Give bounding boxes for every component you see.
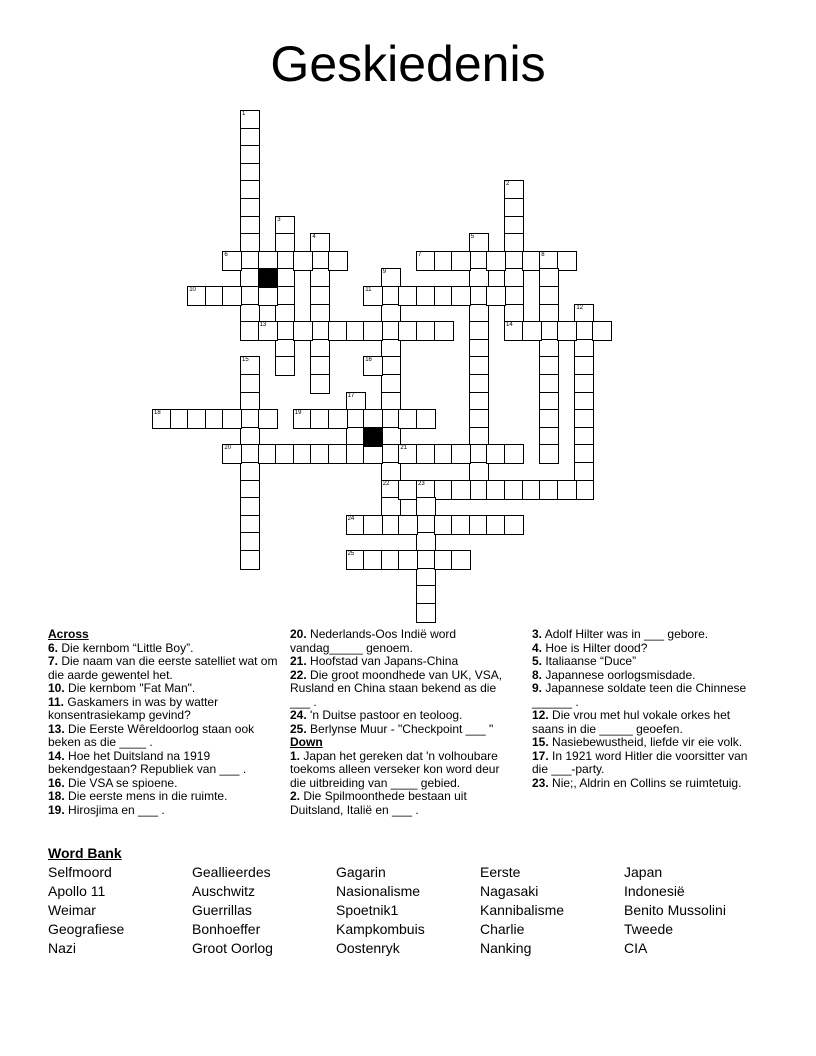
grid-cell[interactable]	[416, 409, 436, 429]
clue-text: Japan het gereken dat 'n volhoubare toekoms alleen verseker kon word deur die uitbreiding van ____ gebied.	[290, 748, 500, 790]
word-bank-item: Oostenryk	[336, 940, 400, 956]
word-bank-item: Japan	[624, 864, 663, 880]
grid-cell[interactable]	[222, 444, 242, 464]
word-bank-item: Nasionalisme	[336, 883, 421, 899]
grid-cell[interactable]	[222, 409, 242, 429]
down-clue	[290, 790, 516, 817]
clue-number: 23	[418, 480, 425, 487]
clue-number: 20.	[290, 627, 307, 641]
down-clue	[532, 777, 758, 791]
word-bank-item: Nagasaki	[480, 883, 539, 899]
across-clue	[48, 642, 280, 656]
word-bank-item: Gagarin	[336, 864, 386, 880]
clue-text: 'n Duitse pastoor en teoloog.	[306, 708, 463, 722]
clue-number: 23.	[532, 775, 549, 790]
clue-number: 25.	[290, 721, 307, 736]
clue-text: Adolf Hilter was in ___ gebore.	[542, 627, 709, 641]
word-bank-item: Eerste	[480, 864, 521, 880]
word-bank-item: Bonhoeffer	[192, 921, 261, 937]
clue-text: Berlynse Muur - "Checkpoint ___ "	[306, 721, 494, 736]
grid-cell[interactable]	[451, 550, 471, 570]
word-bank-item: Kampkombuis	[336, 921, 425, 937]
word-bank-column	[48, 863, 124, 958]
grid-cell[interactable]	[557, 251, 577, 271]
grid-cell[interactable]	[363, 286, 383, 306]
grid-cell[interactable]	[328, 409, 348, 429]
word-bank-item: Guerrillas	[192, 902, 252, 918]
clue-number: 16	[365, 357, 372, 364]
across-header: Across	[48, 627, 89, 641]
word-bank-item: Groot Oorlog	[192, 940, 273, 956]
grid-cell[interactable]	[328, 251, 348, 271]
clue-number: 22	[382, 480, 390, 487]
across-clue	[48, 682, 280, 696]
grid-cell[interactable]	[504, 444, 524, 464]
clue-text: Die kernbom “Little Boy”.	[58, 640, 194, 655]
across-clue	[290, 709, 516, 723]
word-bank-item: Nanking	[480, 940, 532, 956]
clue-text: Gaskamers in was by watter konsentrasiekamp gevind?	[48, 694, 219, 722]
grid-block	[258, 268, 278, 288]
word-bank-item: Benito Mussolini	[624, 902, 726, 918]
clue-number: 21	[400, 445, 408, 452]
grid-cell[interactable]	[222, 286, 242, 306]
down-clue	[532, 709, 758, 736]
clue-text: Hoe is Hilter dood?	[542, 640, 648, 655]
grid-cell[interactable]	[222, 251, 242, 271]
grid-cell[interactable]	[293, 251, 313, 271]
clue-number: 7	[418, 251, 422, 258]
across-clue	[48, 790, 280, 804]
clue-text: Die vrou met hul vokale orkes het saans in die _____ geoefen.	[532, 708, 731, 736]
clue-text: Hoe het Duitsland na 1919 bekendgestaan? Republiek van ___ .	[48, 748, 247, 776]
clue-number: 6.	[48, 640, 59, 655]
word-bank-item: Geografiese	[48, 921, 125, 937]
clue-number: 17.	[532, 748, 549, 763]
clue-text: Japannese oorlogsmisdade.	[542, 667, 696, 682]
clue-number: 21.	[290, 654, 307, 668]
clue-text: Hirosjima en ___ .	[64, 802, 165, 817]
grid-cell[interactable]	[398, 515, 418, 535]
word-bank-item: Apollo 11	[48, 883, 106, 899]
grid-cell[interactable]	[522, 321, 542, 341]
grid-cell[interactable]	[451, 286, 471, 306]
word-bank-item: Tweede	[624, 921, 674, 937]
clue-number: 22.	[290, 667, 307, 682]
word-bank-column	[336, 863, 425, 958]
word-bank-item: Kannibalisme	[480, 902, 565, 918]
clue-number: 6	[224, 251, 228, 258]
grid-cell[interactable]	[486, 251, 506, 271]
clue-number: 20	[224, 445, 232, 452]
across-clue	[48, 750, 280, 777]
word-bank-item: Geallieerdes	[192, 864, 271, 880]
clue-text: Die Eerste Wêreldoorlog staan ook beken as die ____ .	[48, 721, 255, 749]
grid-cell[interactable]	[258, 321, 278, 341]
grid-cell[interactable]	[275, 356, 295, 376]
clue-number: 12.	[532, 708, 549, 722]
clue-number: 1	[242, 111, 246, 117]
grid-cell[interactable]	[416, 603, 436, 623]
down-clue	[290, 750, 516, 791]
grid-cell[interactable]	[434, 321, 454, 341]
down-clue	[532, 736, 758, 750]
word-bank-item: Nazi	[48, 940, 77, 956]
grid-cell[interactable]	[557, 321, 577, 341]
clue-number: 11	[365, 287, 372, 293]
clue-text: In 1921 word Hitler die voorsitter van die ___-party.	[532, 748, 748, 776]
clue-text: Die kernbom "Fat Man".	[64, 681, 196, 695]
clues-column-1	[48, 628, 280, 817]
clue-number: 24	[347, 515, 355, 522]
grid-cell[interactable]	[486, 286, 506, 306]
word-bank-column	[192, 863, 273, 958]
clues-column-2	[290, 628, 516, 817]
clue-number: 12	[576, 304, 584, 311]
clue-text: Nie;, Aldrin en Collins se ruimtetuig.	[548, 775, 742, 790]
clue-number: 11.	[48, 694, 65, 709]
down-clue	[532, 642, 758, 656]
clue-text: Die VSA se spioene.	[64, 775, 178, 790]
across-clue	[290, 723, 516, 737]
grid-cell[interactable]	[240, 550, 260, 570]
word-bank-column	[480, 863, 564, 958]
clue-number: 18	[154, 410, 161, 417]
clue-number: 3.	[532, 627, 543, 641]
down-clue	[532, 669, 758, 683]
grid-cell[interactable]	[363, 444, 383, 464]
clue-number: 10	[189, 287, 196, 293]
clue-number: 9	[382, 269, 387, 276]
clue-number: 7.	[48, 654, 59, 668]
down-header: Down	[290, 735, 323, 749]
grid-cell[interactable]	[293, 321, 313, 341]
grid-cell[interactable]	[539, 444, 559, 464]
clue-text: Japannese soldate teen die Chinnese ______ .	[532, 681, 747, 709]
grid-cell[interactable]	[592, 321, 612, 341]
clue-number: 19.	[48, 802, 65, 817]
grid-cell[interactable]	[310, 374, 330, 394]
grid-cell[interactable]	[451, 444, 471, 464]
grid-cell[interactable]	[557, 480, 577, 500]
across-clue	[48, 723, 280, 750]
grid-cell[interactable]	[451, 480, 471, 500]
clue-number: 13	[259, 322, 267, 329]
grid-cell[interactable]	[451, 251, 471, 271]
clue-number: 4.	[532, 640, 543, 655]
grid-cell[interactable]	[363, 321, 383, 341]
clue-number: 10.	[48, 681, 65, 695]
clue-number: 1.	[290, 748, 301, 763]
clue-number: 2	[506, 181, 510, 188]
clue-number: 8.	[532, 667, 543, 682]
clue-number: 16.	[48, 775, 65, 790]
clue-number: 14	[506, 322, 513, 329]
grid-cell[interactable]	[504, 515, 524, 535]
clue-number: 5.	[532, 654, 543, 668]
clue-text: Die naam van die eerste satelliet wat om die aarde gewentel het.	[48, 654, 278, 682]
clue-number: 8	[541, 251, 545, 258]
clue-number: 24.	[290, 708, 307, 722]
clue-number: 14.	[48, 748, 65, 763]
down-clue	[532, 682, 758, 709]
clue-text: Die groot moondhede van UK, VSA, Rusland en China staan bekend as die ___ .	[290, 667, 503, 709]
clue-number: 25	[347, 551, 355, 557]
word-bank-item: Charlie	[480, 921, 525, 937]
clue-text: Nasiebewustheid, liefde vir eie volk.	[548, 735, 743, 749]
clue-text: Nederlands-Oos Indië word vandag_____ genoem.	[290, 627, 457, 655]
grid-block	[363, 427, 383, 447]
across-clue	[290, 669, 516, 710]
down-clue	[532, 655, 758, 669]
down-clue	[532, 628, 758, 642]
clue-text: Hoofstad van Japans-China	[306, 654, 459, 668]
word-bank-item: Selfmoord	[48, 864, 112, 880]
clue-number: 5	[470, 234, 475, 241]
page-title: Geskiedenis	[270, 36, 546, 92]
clue-number: 3	[277, 216, 281, 223]
across-clue	[48, 777, 280, 791]
across-clue	[48, 804, 280, 818]
clue-number: 13.	[48, 721, 65, 736]
clue-text: Die Spilmoonthede bestaan uit Duitsland, Italië en ___ .	[290, 789, 467, 817]
clue-number: 15.	[532, 735, 549, 749]
word-bank-item: Indonesië	[624, 883, 685, 899]
across-clue	[48, 655, 280, 682]
grid-cell[interactable]	[258, 409, 278, 429]
clues-column-3	[532, 628, 758, 790]
clue-text: Italiaanse “Duce”	[542, 654, 637, 668]
word-bank-item: Spoetnik1	[336, 902, 399, 918]
word-bank-title: Word Bank	[48, 845, 122, 861]
across-clue	[290, 655, 516, 669]
grid-cell[interactable]	[363, 356, 383, 376]
clue-number: 18.	[48, 789, 65, 803]
clue-number: 9.	[532, 681, 543, 695]
grid-cell[interactable]	[258, 286, 278, 306]
down-clue	[532, 750, 758, 777]
across-clue	[48, 696, 280, 723]
clue-number: 19	[294, 410, 302, 417]
grid-cell[interactable]	[398, 550, 418, 570]
across-clue	[290, 628, 516, 655]
clue-number: 4	[312, 234, 316, 241]
word-bank-column	[624, 863, 726, 958]
word-bank-item: CIA	[624, 940, 648, 956]
clue-number: 15	[242, 357, 249, 364]
grid-cell[interactable]	[574, 480, 594, 500]
grid-cell[interactable]	[363, 515, 383, 535]
clue-number: 17	[347, 392, 355, 399]
clue-text: Die eerste mens in die ruimte.	[64, 789, 228, 803]
word-bank-item: Weimar	[48, 902, 96, 918]
clue-number: 2.	[290, 789, 301, 803]
word-bank-item: Auschwitz	[192, 883, 256, 899]
